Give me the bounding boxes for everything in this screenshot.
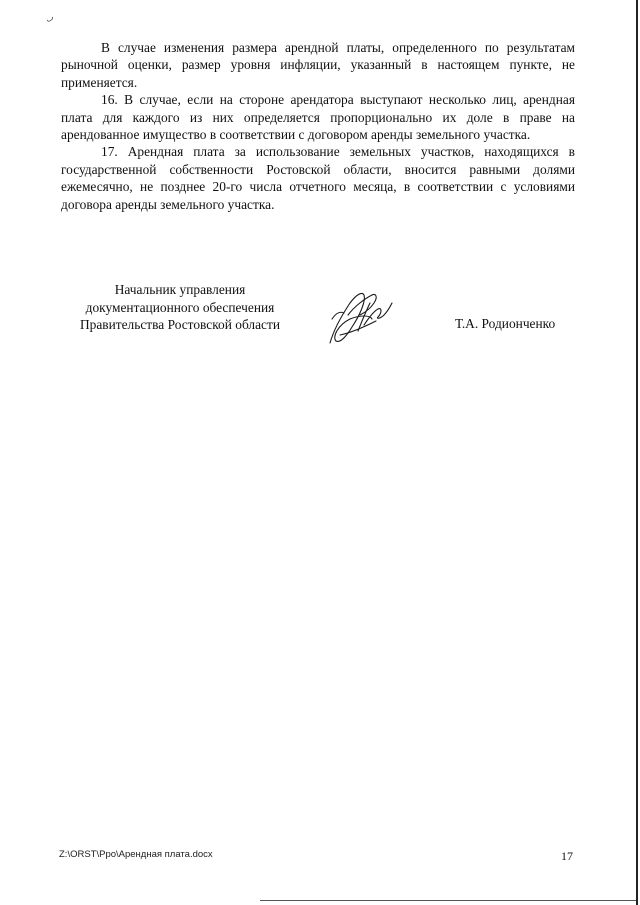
scan-right-edge [636,0,638,905]
signatory-name: Т.А. Родионченко [455,316,556,331]
signatory-position-line: документационного обеспечения [85,299,275,315]
document-body [61,39,575,213]
paragraph-16: 16. В случае, если на стороне арендатора выступают несколько лиц, арендная плата для каждого из них определяется пропорционально их доле в праве на арендованное имущество в соответствии с договором аренды земельного участка. [61,92,575,143]
signatory-position-line: Начальник управления [114,282,246,297]
corner-mark: ٮ [44,12,56,25]
footer-file-path: Z:\ORST\Ppo\Арендная плата.docx [59,849,213,860]
paragraph-inflation-note: В случае изменения размера арендной платы, определенного по результатам рыночной оценки, размер уровня инфляции, указанный в настоящем пункте, не применяется. [61,40,575,90]
scan-bottom-edge [260,900,636,901]
signatory-position-line: Правительства Ростовской области [79,317,281,332]
handwritten-signature [320,285,400,349]
paragraph-17: 17. Арендная плата за использование земельных участков, находящихся в государственной собственности Ростовской области, вносится равными долями ежемесячно, не позднее 20-го числа отчетного месяца, в соответствии с условиями договора аренды земельного участка. [61,144,575,212]
signatory-position [60,281,300,334]
page-number: 17 [561,849,573,863]
